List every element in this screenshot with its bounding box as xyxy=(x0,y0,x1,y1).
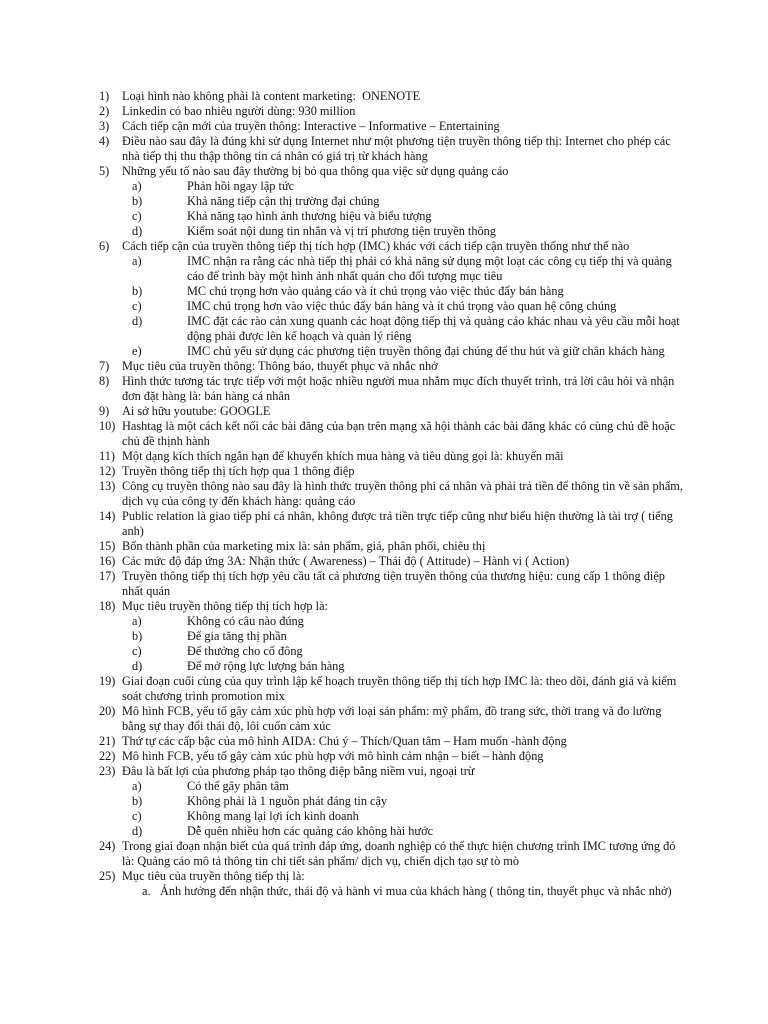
item-number: 19) xyxy=(99,674,116,688)
option-text: Kiểm soát nội dung tin nhắn và vị trí phương tiện truyền thông xyxy=(187,224,496,238)
list-item xyxy=(99,134,688,164)
option-letter: b) xyxy=(132,284,143,298)
item-text: Public relation là giao tiếp phi cá nhân, không được trả tiền trực tiếp cũng như biểu hiện thường là tài trợ ( tiếng anh) xyxy=(122,509,676,538)
item-text: Công cụ truyền thông nào sau đây là hình thức truyền thông phi cá nhân và phải trả tiền để thông tin về sản phẩm, dịch vụ của công ty đến khách hàng: quảng cáo xyxy=(122,479,686,508)
question-row xyxy=(99,539,688,554)
item-text: Những yếu tố nào sau đây thường bị bỏ qua thông qua việc sử dụng quảng cáo xyxy=(122,164,509,178)
item-number: 21) xyxy=(99,734,116,748)
option-text: Khả năng tiếp cận thị trường đại chúng xyxy=(187,194,380,208)
item-number: 24) xyxy=(99,839,116,853)
option-letter: b) xyxy=(132,629,143,643)
question-row xyxy=(99,674,688,704)
question-list xyxy=(99,89,688,899)
item-number: 23) xyxy=(99,764,116,778)
list-item xyxy=(99,404,688,419)
item-text: Giai đoạn cuối cùng của quy trình lập kế hoạch truyền thông tiếp thị tích hợp IMC là: theo dõi, đánh giá và kiểm soát chương trình promotion mix xyxy=(122,674,680,703)
answer-option-row xyxy=(99,614,688,629)
list-item xyxy=(99,674,688,704)
item-number: 15) xyxy=(99,539,116,553)
option-letter: c) xyxy=(132,299,142,313)
option-letter: e) xyxy=(132,344,142,358)
question-row xyxy=(99,419,688,449)
answer-option-row xyxy=(99,254,688,284)
list-item xyxy=(99,839,688,869)
option-text: Không mang lại lợi ích kinh doanh xyxy=(187,809,359,823)
answer-option-row xyxy=(99,284,688,299)
item-text: Loại hình nào không phải là content marketing: ONENOTE xyxy=(122,89,421,103)
option-letter: c) xyxy=(132,644,142,658)
option-letter: a) xyxy=(132,614,142,628)
item-number: 16) xyxy=(99,554,116,568)
option-letter: d) xyxy=(132,824,143,838)
option-letter: c) xyxy=(132,209,142,223)
item-text: Đâu là bất lợi của phương pháp tạo thông điệp bằng niềm vui, ngoại trừ xyxy=(122,764,475,778)
answer-option-row xyxy=(99,659,688,674)
list-item xyxy=(99,554,688,569)
question-row xyxy=(99,164,688,179)
list-item xyxy=(99,89,688,104)
item-text: Bốn thành phần của marketing mix là: sản phẩm, giá, phân phối, chiêu thị xyxy=(122,539,486,553)
item-text: Thứ tự các cấp bậc của mô hình AIDA: Chú ý – Thích/Quan tâm – Ham muốn -hành động xyxy=(122,734,567,748)
question-row xyxy=(99,599,688,614)
list-item xyxy=(99,359,688,374)
option-text: Để thưởng cho cổ đông xyxy=(187,644,303,658)
item-text: Mục tiêu của truyền thông tiếp thị là: xyxy=(122,869,305,883)
question-row xyxy=(99,749,688,764)
item-number: 7) xyxy=(99,359,110,373)
answer-option-row xyxy=(99,794,688,809)
list-item xyxy=(99,539,688,554)
list-item xyxy=(99,374,688,404)
item-text: Mục tiêu truyền thông tiếp thị tích hợp là: xyxy=(122,599,328,613)
option-text: IMC chú trọng hơn vào việc thúc đẩy bán hàng và ít chú trọng vào quan hệ công chúng xyxy=(187,299,617,313)
answer-option-row xyxy=(99,179,688,194)
item-number: 5) xyxy=(99,164,110,178)
item-number: 18) xyxy=(99,599,116,613)
option-letter: a) xyxy=(132,179,142,193)
question-row xyxy=(99,239,688,254)
item-text: Truyền thông tiếp thị tích hợp yêu cầu tất cả phương tiện truyền thông của thương hiệu: cung cấp 1 thông điệp nhất quán xyxy=(122,569,669,598)
list-item xyxy=(99,704,688,734)
list-item xyxy=(99,419,688,449)
list-item xyxy=(99,734,688,749)
option-letter: a) xyxy=(132,254,142,268)
question-row xyxy=(99,734,688,749)
item-text: Mục tiêu của truyền thông: Thông báo, thuyết phục và nhắc nhở xyxy=(122,359,438,373)
item-number: 2) xyxy=(99,104,110,118)
item-text: Mô hình FCB, yếu tố gây cảm xúc phù hợp với loại sản phẩm: mỹ phẩm, đồ trang sức, thời trang và đo lường bằng sự thay đổi thái độ, lôi cuốn cảm xúc xyxy=(122,704,665,733)
item-text: Các mức độ đáp ứng 3A: Nhận thức ( Awareness) – Thái độ ( Attitude) – Hành vi ( Action) xyxy=(122,554,570,568)
option-letter: b) xyxy=(132,794,143,808)
item-number: 14) xyxy=(99,509,116,523)
option-text: IMC chủ yếu sử dụng các phương tiện truyền thông đại chúng để thu hút và giữ chân khách hàng xyxy=(187,344,665,358)
option-letter: a) xyxy=(132,779,142,793)
question-row xyxy=(99,509,688,539)
item-number: 10) xyxy=(99,419,116,433)
list-item xyxy=(99,164,688,239)
item-text: Điều nào sau đây là đúng khi sử dụng Internet như một phương tiện truyền thông tiếp thị: Internet cho phép các nhà tiếp thị thu thập thông tin cá nhân có giá trị từ khách hàng xyxy=(122,134,674,163)
item-number: 4) xyxy=(99,134,110,148)
item-text: Cách tiếp cận mới của truyền thông: Interactive – Informative – Entertaining xyxy=(122,119,500,133)
question-row xyxy=(99,134,688,164)
option-text: Để mở rộng lực lượng bán hàng xyxy=(187,659,345,673)
list-item xyxy=(99,464,688,479)
item-text: Trong giai đoạn nhận biết của quá trình đáp ứng, doanh nghiệp có thể thực hiện chương trình IMC tương ứng đó là: Quảng cáo mô tả thông tin chi tiết sản phẩm/ dịch vụ, chiến dịch tạo sự tò mò xyxy=(122,839,679,868)
list-item xyxy=(99,599,688,674)
list-item xyxy=(99,509,688,539)
list-item xyxy=(99,449,688,464)
list-item xyxy=(99,479,688,509)
option-text: Có thể gây phân tâm xyxy=(187,779,289,793)
option-letter: d) xyxy=(132,314,143,328)
option-text: Không có câu nào đúng xyxy=(187,614,304,628)
option-letter: a. xyxy=(142,884,151,898)
item-number: 9) xyxy=(99,404,110,418)
option-text: Ảnh hưởng đến nhận thức, thái độ và hành vi mua của khách hàng ( thông tin, thuyết phục và nhắc nhở) xyxy=(160,884,672,898)
option-text: Khả năng tạo hình ảnh thương hiệu và biểu tượng xyxy=(187,209,432,223)
item-number: 20) xyxy=(99,704,116,718)
item-number: 22) xyxy=(99,749,116,763)
item-number: 11) xyxy=(99,449,115,463)
answer-option-row xyxy=(99,779,688,794)
item-number: 3) xyxy=(99,119,110,133)
list-item xyxy=(99,869,688,899)
option-text: Không phải là 1 nguồn phát đáng tin cậy xyxy=(187,794,388,808)
question-row xyxy=(99,764,688,779)
list-item xyxy=(99,104,688,119)
item-number: 25) xyxy=(99,869,116,883)
list-item xyxy=(99,749,688,764)
option-text: Dễ quên nhiều hơn các quảng cáo không hài hước xyxy=(187,824,434,838)
answer-option-row xyxy=(99,209,688,224)
list-item xyxy=(99,569,688,599)
item-text: Hình thức tương tác trực tiếp với một hoặc nhiều người mua nhằm mục đích thuyết trình, trả lời câu hỏi và nhận đơn đặt hàng là: bán hàng cá nhân xyxy=(122,374,678,403)
item-text: Truyền thông tiếp thị tích hợp qua 1 thông điệp xyxy=(122,464,355,478)
question-row xyxy=(99,374,688,404)
answer-option-row xyxy=(99,224,688,239)
item-text: Hashtag là một cách kết nối các bài đăng của bạn trên mạng xã hội thành các bài đăng khác có cùng chủ đề hoặc chủ đề thịnh hành xyxy=(122,419,679,448)
answer-option-row xyxy=(99,194,688,209)
question-row xyxy=(99,839,688,869)
question-row xyxy=(99,119,688,134)
item-text: Ai sở hữu youtube: GOOGLE xyxy=(122,404,271,418)
option-text: Để gia tăng thị phần xyxy=(187,629,287,643)
question-row xyxy=(99,449,688,464)
answer-option-row xyxy=(99,824,688,839)
option-letter: b) xyxy=(132,194,143,208)
item-number: 13) xyxy=(99,479,116,493)
question-row xyxy=(99,104,688,119)
option-letter: d) xyxy=(132,659,143,673)
item-number: 8) xyxy=(99,374,110,388)
list-item xyxy=(99,764,688,839)
answer-option-row xyxy=(99,644,688,659)
question-row xyxy=(99,89,688,104)
question-row xyxy=(99,869,688,884)
question-row xyxy=(99,479,688,509)
option-letter: c) xyxy=(132,809,142,823)
option-text: IMC đặt các rào cản xung quanh các hoạt động tiếp thị và quảng cáo khác nhau và yêu cầu mỗi hoạt động phải được lên kế hoạch và quản lý riêng xyxy=(187,314,683,343)
item-text: Một dạng kích thích ngắn hạn để khuyến khích mua hàng và tiêu dùng gọi là: khuyến mãi xyxy=(122,449,564,463)
item-number: 12) xyxy=(99,464,116,478)
list-item xyxy=(99,119,688,134)
item-text: Mô hình FCB, yếu tố gây cảm xúc phù hợp với mô hình cảm nhận – biết – hành động xyxy=(122,749,544,763)
answer-option-row xyxy=(99,884,688,899)
option-letter: d) xyxy=(132,224,143,238)
option-text: Phản hồi ngay lập tức xyxy=(187,179,295,193)
item-number: 17) xyxy=(99,569,116,583)
question-row xyxy=(99,359,688,374)
option-text: MC chú trọng hơn vào quảng cáo và ít chú trọng vào việc thúc đẩy bán hàng xyxy=(187,284,564,298)
answer-option-row xyxy=(99,314,688,344)
option-text: IMC nhận ra rằng các nhà tiếp thị phải có khả năng sử dụng một loạt các công cụ tiếp thị và quảng cáo để trình bày một hình ảnh nhất quán cho đối tượng mục tiêu xyxy=(187,254,675,283)
item-number: 6) xyxy=(99,239,110,253)
answer-option-row xyxy=(99,344,688,359)
list-item xyxy=(99,239,688,359)
question-row xyxy=(99,569,688,599)
answer-option-row xyxy=(99,629,688,644)
answer-option-row xyxy=(99,809,688,824)
item-number: 1) xyxy=(99,89,110,103)
question-row xyxy=(99,554,688,569)
answer-option-row xyxy=(99,299,688,314)
question-row xyxy=(99,404,688,419)
item-text: Linkedin có bao nhiêu người dùng: 930 million xyxy=(122,104,356,118)
question-row xyxy=(99,464,688,479)
question-row xyxy=(99,704,688,734)
item-text: Cách tiếp cận của truyền thông tiếp thị tích hợp (IMC) khác với cách tiếp cận truyền thống như thế nào xyxy=(122,239,630,253)
